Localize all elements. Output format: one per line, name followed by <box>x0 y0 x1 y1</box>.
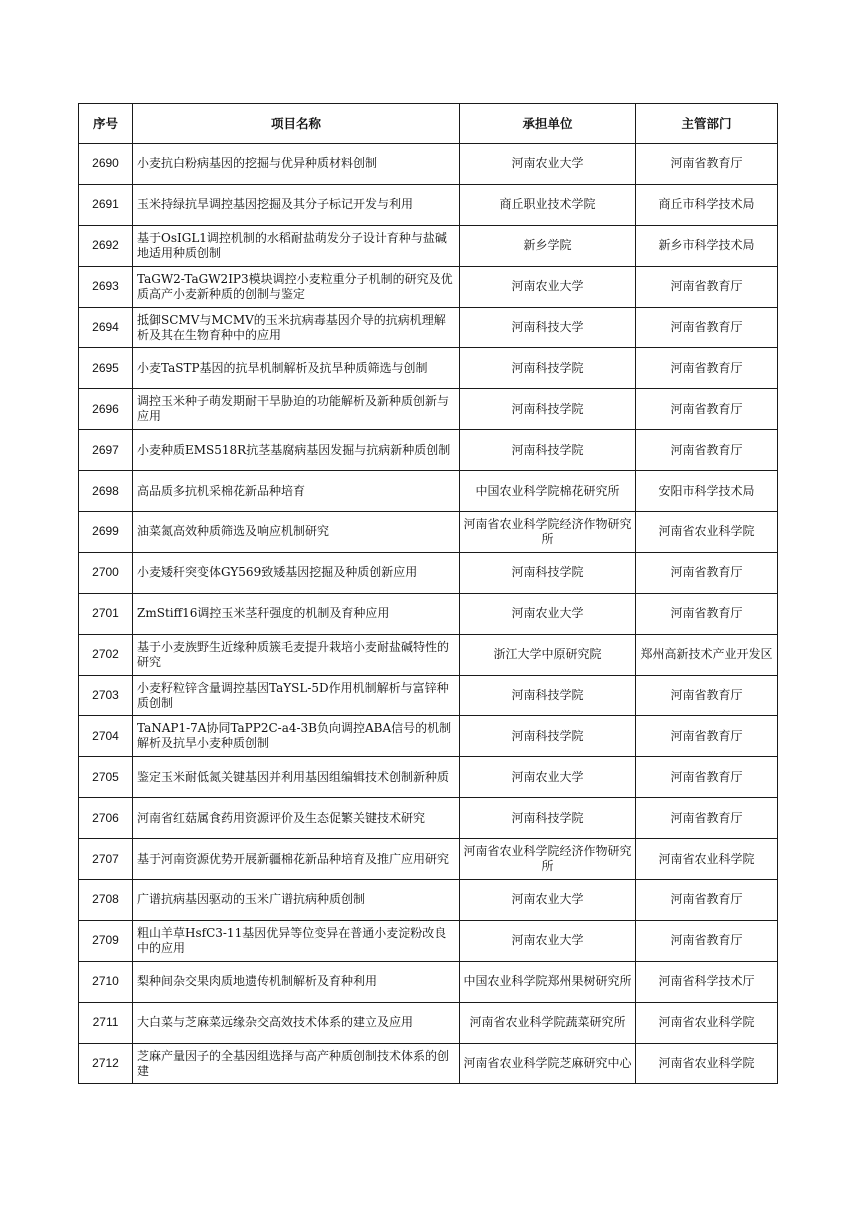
project-name: 广谱抗病基因驱动的玉米广谱抗病种质创制 <box>133 880 460 921</box>
table-row <box>79 961 778 1002</box>
undertaking-unit: 河南农业大学 <box>460 144 636 185</box>
serial-number: 2703 <box>79 675 133 716</box>
undertaking-unit: 河南科技大学 <box>460 307 636 348</box>
supervising-dept: 河南省教育厅 <box>636 798 778 839</box>
table-row <box>79 307 778 348</box>
table-header-row <box>79 104 778 144</box>
table-row <box>79 920 778 961</box>
serial-number: 2708 <box>79 880 133 921</box>
supervising-dept: 郑州高新技术产业开发区 <box>636 634 778 675</box>
serial-number: 2699 <box>79 512 133 553</box>
undertaking-unit: 河南农业大学 <box>460 920 636 961</box>
serial-number: 2702 <box>79 634 133 675</box>
project-name: 玉米持绿抗旱调控基因挖掘及其分子标记开发与利用 <box>133 184 460 225</box>
project-name: 高品质多抗机采棉花新品种培育 <box>133 471 460 512</box>
project-name: 小麦矮秆突变体GY569致矮基因挖掘及种质创新应用 <box>133 552 460 593</box>
project-name: 小麦TaSTP基因的抗旱机制解析及抗旱种质筛选与创制 <box>133 348 460 389</box>
undertaking-unit: 河南科技学院 <box>460 798 636 839</box>
supervising-dept: 河南省教育厅 <box>636 552 778 593</box>
serial-number: 2701 <box>79 593 133 634</box>
undertaking-unit: 中国农业科学院棉花研究所 <box>460 471 636 512</box>
serial-number: 2709 <box>79 920 133 961</box>
header-supervising-dept: 主管部门 <box>636 104 778 144</box>
supervising-dept: 河南省教育厅 <box>636 307 778 348</box>
undertaking-unit: 新乡学院 <box>460 225 636 266</box>
undertaking-unit: 河南省农业科学院芝麻研究中心 <box>460 1043 636 1084</box>
project-name: 梨种间杂交果肉质地遗传机制解析及育种利用 <box>133 961 460 1002</box>
table-row <box>79 1002 778 1043</box>
table-row <box>79 757 778 798</box>
serial-number: 2705 <box>79 757 133 798</box>
supervising-dept: 新乡市科学技术局 <box>636 225 778 266</box>
supervising-dept: 河南省农业科学院 <box>636 512 778 553</box>
header-serial: 序号 <box>79 104 133 144</box>
supervising-dept: 河南省科学技术厅 <box>636 961 778 1002</box>
undertaking-unit: 浙江大学中原研究院 <box>460 634 636 675</box>
table-row <box>79 266 778 307</box>
serial-number: 2704 <box>79 716 133 757</box>
table-row <box>79 1043 778 1084</box>
serial-number: 2710 <box>79 961 133 1002</box>
serial-number: 2711 <box>79 1002 133 1043</box>
serial-number: 2707 <box>79 839 133 880</box>
project-name: 鉴定玉米耐低氮关键基因并利用基因组编辑技术创制新种质 <box>133 757 460 798</box>
serial-number: 2694 <box>79 307 133 348</box>
undertaking-unit: 河南省农业科学院经济作物研究所 <box>460 839 636 880</box>
project-name: 调控玉米种子萌发期耐干旱胁迫的功能解析及新种质创新与应用 <box>133 389 460 430</box>
serial-number: 2690 <box>79 144 133 185</box>
undertaking-unit: 河南科技学院 <box>460 552 636 593</box>
header-undertaking-unit: 承担单位 <box>460 104 636 144</box>
serial-number: 2697 <box>79 430 133 471</box>
undertaking-unit: 河南科技学院 <box>460 675 636 716</box>
project-name: 基于河南资源优势开展新疆棉花新品种培育及推广应用研究 <box>133 839 460 880</box>
undertaking-unit: 河南农业大学 <box>460 880 636 921</box>
undertaking-unit: 河南科技学院 <box>460 430 636 471</box>
project-name: TaGW2-TaGW2IP3模块调控小麦粒重分子机制的研究及优质高产小麦新种质的创制与鉴定 <box>133 266 460 307</box>
undertaking-unit: 河南农业大学 <box>460 266 636 307</box>
table-row <box>79 512 778 553</box>
undertaking-unit: 中国农业科学院郑州果树研究所 <box>460 961 636 1002</box>
table-row <box>79 144 778 185</box>
undertaking-unit: 河南科技学院 <box>460 348 636 389</box>
table-row <box>79 348 778 389</box>
serial-number: 2692 <box>79 225 133 266</box>
project-table-container <box>78 103 778 1084</box>
table-row <box>79 471 778 512</box>
table-row <box>79 675 778 716</box>
project-name: ZmStiff16调控玉米茎秆强度的机制及育种应用 <box>133 593 460 634</box>
project-name: 粗山羊草HsfC3-11基因优异等位变异在普通小麦淀粉改良中的应用 <box>133 920 460 961</box>
table-row <box>79 839 778 880</box>
project-name: 小麦种质EMS518R抗茎基腐病基因发掘与抗病新种质创制 <box>133 430 460 471</box>
supervising-dept: 河南省农业科学院 <box>636 1043 778 1084</box>
table-row <box>79 593 778 634</box>
project-name: 基于小麦族野生近缘种质簇毛麦提升栽培小麦耐盐碱特性的研究 <box>133 634 460 675</box>
project-name: 抵御SCMV与MCMV的玉米抗病毒基因介导的抗病机理解析及其在生物育种中的应用 <box>133 307 460 348</box>
supervising-dept: 河南省教育厅 <box>636 880 778 921</box>
serial-number: 2691 <box>79 184 133 225</box>
table-row <box>79 184 778 225</box>
serial-number: 2700 <box>79 552 133 593</box>
table-row <box>79 430 778 471</box>
supervising-dept: 河南省教育厅 <box>636 348 778 389</box>
supervising-dept: 河南省农业科学院 <box>636 1002 778 1043</box>
supervising-dept: 安阳市科学技术局 <box>636 471 778 512</box>
supervising-dept: 河南省教育厅 <box>636 389 778 430</box>
supervising-dept: 商丘市科学技术局 <box>636 184 778 225</box>
table-row <box>79 389 778 430</box>
project-name: 小麦籽粒锌含量调控基因TaYSL-5D作用机制解析与富锌种质创制 <box>133 675 460 716</box>
table-row <box>79 552 778 593</box>
undertaking-unit: 河南科技学院 <box>460 389 636 430</box>
undertaking-unit: 河南农业大学 <box>460 593 636 634</box>
serial-number: 2696 <box>79 389 133 430</box>
serial-number: 2712 <box>79 1043 133 1084</box>
supervising-dept: 河南省农业科学院 <box>636 839 778 880</box>
supervising-dept: 河南省教育厅 <box>636 430 778 471</box>
undertaking-unit: 河南农业大学 <box>460 757 636 798</box>
supervising-dept: 河南省教育厅 <box>636 757 778 798</box>
serial-number: 2695 <box>79 348 133 389</box>
table-row <box>79 225 778 266</box>
project-table <box>78 103 778 1084</box>
project-name: 河南省红菇属食药用资源评价及生态促繁关键技术研究 <box>133 798 460 839</box>
project-name: 油菜氮高效种质筛选及响应机制研究 <box>133 512 460 553</box>
table-row <box>79 716 778 757</box>
supervising-dept: 河南省教育厅 <box>636 266 778 307</box>
project-name: 小麦抗白粉病基因的挖掘与优异种质材料创制 <box>133 144 460 185</box>
table-row <box>79 634 778 675</box>
serial-number: 2698 <box>79 471 133 512</box>
supervising-dept: 河南省教育厅 <box>636 716 778 757</box>
undertaking-unit: 商丘职业技术学院 <box>460 184 636 225</box>
serial-number: 2693 <box>79 266 133 307</box>
undertaking-unit: 河南科技学院 <box>460 716 636 757</box>
project-name: 基于OsIGL1调控机制的水稻耐盐萌发分子设计育种与盐碱地适用种质创制 <box>133 225 460 266</box>
undertaking-unit: 河南省农业科学院蔬菜研究所 <box>460 1002 636 1043</box>
project-name: 大白菜与芝麻菜远缘杂交高效技术体系的建立及应用 <box>133 1002 460 1043</box>
supervising-dept: 河南省教育厅 <box>636 593 778 634</box>
undertaking-unit: 河南省农业科学院经济作物研究所 <box>460 512 636 553</box>
supervising-dept: 河南省教育厅 <box>636 920 778 961</box>
supervising-dept: 河南省教育厅 <box>636 144 778 185</box>
supervising-dept: 河南省教育厅 <box>636 675 778 716</box>
project-name: TaNAP1-7A协同TaPP2C-a4-3B负向调控ABA信号的机制解析及抗旱小麦种质创制 <box>133 716 460 757</box>
project-name: 芝麻产量因子的全基因组选择与高产种质创制技术体系的创建 <box>133 1043 460 1084</box>
table-row <box>79 880 778 921</box>
serial-number: 2706 <box>79 798 133 839</box>
table-row <box>79 798 778 839</box>
header-project-name: 项目名称 <box>133 104 460 144</box>
